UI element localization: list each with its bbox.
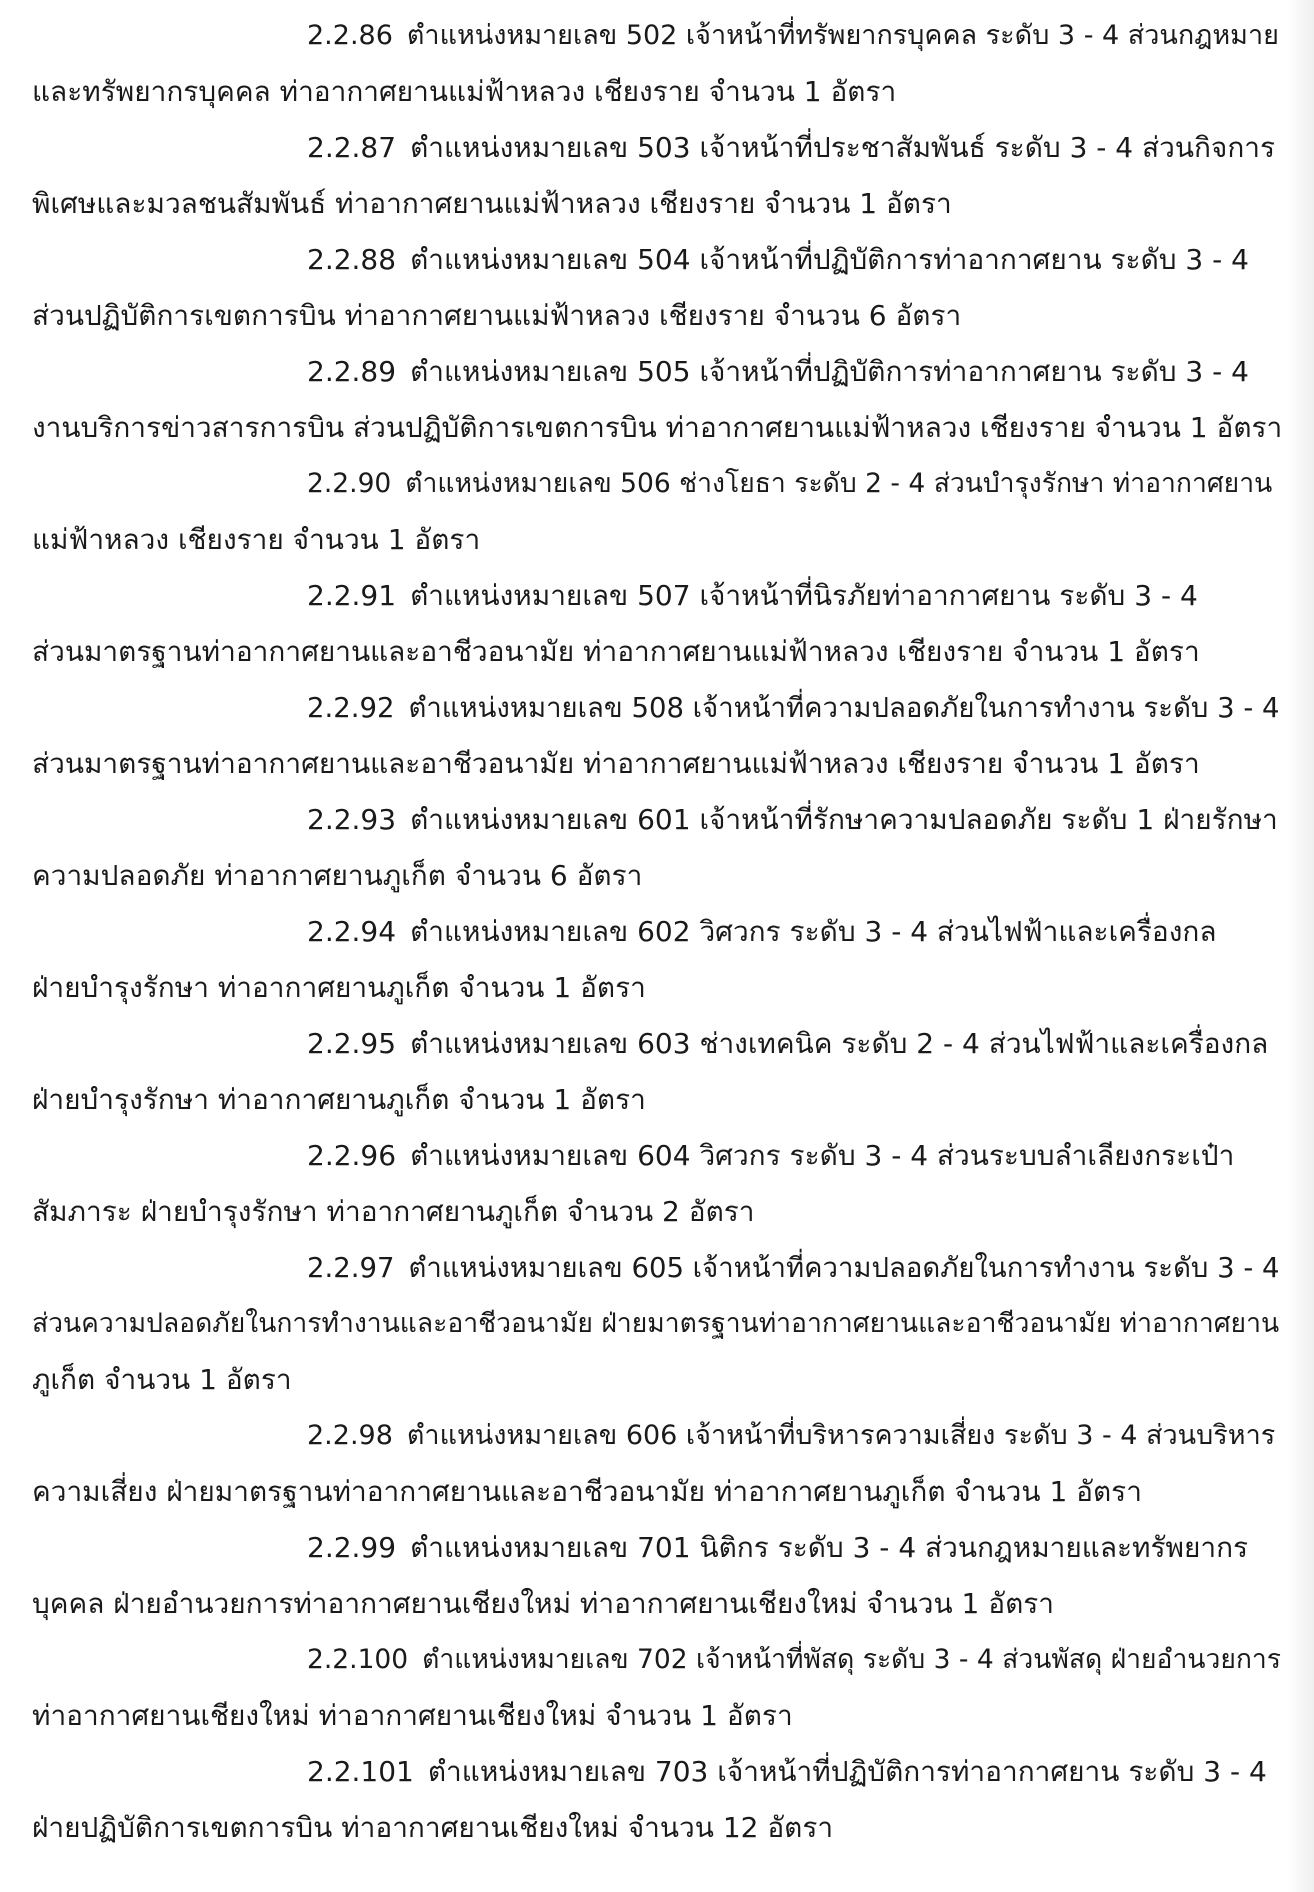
item-continuation-line: ส่วนความปลอดภัยในการทำงานและอาชีวอนามัย ฝ่ายมาตรฐานท่าอากาศยานและอาชีวอนามัย ท่าอากาศยาน: [32, 1308, 1280, 1339]
item-number: 2.2.87: [307, 131, 397, 164]
item-number: 2.2.95: [307, 1027, 397, 1060]
item-text: ตำแหน่งหมายเลข 701 นิติกร ระดับ 3 - 4 ส่วนกฎหมายและทรัพยากร: [410, 1531, 1249, 1564]
item-text: ตำแหน่งหมายเลข 601 เจ้าหน้าที่รักษาความปลอดภัย ระดับ 1 ฝ่ายรักษา: [410, 803, 1278, 836]
item-text: ตำแหน่งหมายเลข 503 เจ้าหน้าที่ประชาสัมพันธ์ ระดับ 3 - 4 ส่วนกิจการ: [410, 131, 1276, 164]
item-number: 2.2.100: [307, 1644, 409, 1675]
item-first-line: [32, 1408, 1282, 1464]
list-item-2-2-89: [32, 344, 1282, 456]
scan-edge-shadow: [1288, 0, 1314, 1892]
item-text: ตำแหน่งหมายเลข 603 ช่างเทคนิค ระดับ 2 - 4 ส่วนไฟฟ้าและเครื่องกล: [410, 1027, 1269, 1060]
list-item-2-2-96: [32, 1128, 1282, 1240]
item-text: ตำแหน่งหมายเลข 508 เจ้าหน้าที่ความปลอดภัยในการทำงาน ระดับ 3 - 4: [408, 692, 1280, 724]
item-text: ตำแหน่งหมายเลข 505 เจ้าหน้าที่ปฏิบัติการท่าอากาศยาน ระดับ 3 - 4: [410, 355, 1249, 388]
item-first-line: [32, 1016, 1282, 1072]
item-continuation-line: บุคคล ฝ่ายอำนวยการท่าอากาศยานเชียงใหม่ ท่าอากาศยานเชียงใหม่ จำนวน 1 อัตรา: [32, 1587, 1055, 1620]
item-number: 2.2.92: [307, 692, 395, 724]
list-item-2-2-101: [32, 1744, 1282, 1856]
item-text: ตำแหน่งหมายเลข 606 เจ้าหน้าที่บริหารความเสี่ยง ระดับ 3 - 4 ส่วนบริหาร: [406, 1420, 1276, 1451]
item-text: ตำแหน่งหมายเลข 605 เจ้าหน้าที่ความปลอดภัยในการทำงาน ระดับ 3 - 4: [408, 1252, 1280, 1284]
list-item-2-2-90: [32, 456, 1282, 568]
item-number: 2.2.97: [307, 1252, 395, 1284]
item-first-line: [32, 8, 1282, 64]
list-item-2-2-95: [32, 1016, 1282, 1128]
item-number: 2.2.86: [307, 20, 393, 51]
item-continuation-line: ท่าอากาศยานเชียงใหม่ ท่าอากาศยานเชียงใหม่ จำนวน 1 อัตรา: [32, 1699, 793, 1732]
item-number: 2.2.96: [307, 1139, 397, 1172]
item-continuation-line: ภูเก็ต จำนวน 1 อัตรา: [32, 1363, 292, 1396]
item-continuation-line: ความปลอดภัย ท่าอากาศยานภูเก็ต จำนวน 6 อัตรา: [32, 859, 643, 892]
list-item-2-2-98: [32, 1408, 1282, 1520]
list-item-2-2-92: [32, 680, 1282, 792]
list-item-2-2-94: [32, 904, 1282, 1016]
item-text: ตำแหน่งหมายเลข 507 เจ้าหน้าที่นิรภัยท่าอากาศยาน ระดับ 3 - 4: [410, 579, 1198, 612]
item-first-line: [32, 344, 1282, 400]
item-text: ตำแหน่งหมายเลข 506 ช่างโยธา ระดับ 2 - 4 ส่วนบำรุงรักษา ท่าอากาศยาน: [405, 468, 1273, 499]
item-first-line: [32, 456, 1282, 512]
item-continuation-line: ฝ่ายบำรุงรักษา ท่าอากาศยานภูเก็ต จำนวน 1 อัตรา: [32, 971, 646, 1004]
item-continuation-line: พิเศษและมวลชนสัมพันธ์ ท่าอากาศยานแม่ฟ้าหลวง เชียงราย จำนวน 1 อัตรา: [32, 187, 952, 220]
item-text: ตำแหน่งหมายเลข 604 วิศวกร ระดับ 3 - 4 ส่วนระบบลำเลียงกระเป๋า: [410, 1139, 1235, 1172]
item-text: ตำแหน่งหมายเลข 702 เจ้าหน้าที่พัสดุ ระดับ 3 - 4 ส่วนพัสดุ ฝ่ายอำนวยการ: [422, 1644, 1282, 1675]
item-continuation-line: และทรัพยากรบุคคล ท่าอากาศยานแม่ฟ้าหลวง เชียงราย จำนวน 1 อัตรา: [32, 75, 897, 108]
item-continuation-line: ฝ่ายปฏิบัติการเขตการบิน ท่าอากาศยานเชียงใหม่ จำนวน 12 อัตรา: [32, 1811, 834, 1844]
item-text: ตำแหน่งหมายเลข 602 วิศวกร ระดับ 3 - 4 ส่วนไฟฟ้าและเครื่องกล: [410, 915, 1217, 948]
item-number: 2.2.91: [307, 579, 397, 612]
list-item-2-2-93: [32, 792, 1282, 904]
list-item-2-2-100: [32, 1632, 1282, 1744]
item-number: 2.2.94: [307, 915, 397, 948]
item-continuation-line: ส่วนปฏิบัติการเขตการบิน ท่าอากาศยานแม่ฟ้าหลวง เชียงราย จำนวน 6 อัตรา: [32, 299, 962, 332]
item-first-line: [32, 568, 1282, 624]
item-number: 2.2.93: [307, 803, 397, 836]
item-continuation-line: ส่วนมาตรฐานท่าอากาศยานและอาชีวอนามัย ท่าอากาศยานแม่ฟ้าหลวง เชียงราย จำนวน 1 อัตรา: [32, 635, 1200, 668]
item-first-line: [32, 1632, 1282, 1688]
item-text: ตำแหน่งหมายเลข 703 เจ้าหน้าที่ปฏิบัติการท่าอากาศยาน ระดับ 3 - 4: [427, 1755, 1267, 1788]
item-first-line: [32, 1240, 1282, 1296]
item-first-line: [32, 792, 1282, 848]
item-number: 2.2.89: [307, 355, 397, 388]
item-number: 2.2.99: [307, 1531, 397, 1564]
item-first-line: [32, 120, 1282, 176]
item-first-line: [32, 232, 1282, 288]
item-first-line: [32, 1520, 1282, 1576]
list-item-2-2-91: [32, 568, 1282, 680]
list-item-2-2-86: [32, 8, 1282, 120]
list-item-2-2-87: [32, 120, 1282, 232]
item-first-line: [32, 1128, 1282, 1184]
item-number: 2.2.101: [307, 1755, 414, 1788]
item-first-line: [32, 1744, 1282, 1800]
item-first-line: [32, 680, 1282, 736]
item-first-line: [32, 904, 1282, 960]
item-continuation-line: สัมภาระ ฝ่ายบำรุงรักษา ท่าอากาศยานภูเก็ต จำนวน 2 อัตรา: [32, 1195, 755, 1228]
item-continuation-line: ความเสี่ยง ฝ่ายมาตรฐานท่าอากาศยานและอาชีวอนามัย ท่าอากาศยานภูเก็ต จำนวน 1 อัตรา: [32, 1475, 1142, 1508]
item-continuation-line: งานบริการข่าวสารการบิน ส่วนปฏิบัติการเขตการบิน ท่าอากาศยานแม่ฟ้าหลวง เชียงราย จำนวน 1 อัตรา: [32, 411, 1283, 444]
list-item-2-2-99: [32, 1520, 1282, 1632]
item-text: ตำแหน่งหมายเลข 502 เจ้าหน้าที่ทรัพยากรบุคคล ระดับ 3 - 4 ส่วนกฎหมาย: [406, 20, 1279, 51]
item-number: 2.2.98: [307, 1420, 393, 1451]
item-continuation-line: แม่ฟ้าหลวง เชียงราย จำนวน 1 อัตรา: [32, 523, 481, 556]
item-text: ตำแหน่งหมายเลข 504 เจ้าหน้าที่ปฏิบัติการท่าอากาศยาน ระดับ 3 - 4: [410, 243, 1249, 276]
list-item-2-2-88: [32, 232, 1282, 344]
item-continuation-line: ฝ่ายบำรุงรักษา ท่าอากาศยานภูเก็ต จำนวน 1 อัตรา: [32, 1083, 646, 1116]
list-item-2-2-97: [32, 1240, 1282, 1408]
item-number: 2.2.90: [307, 468, 392, 499]
item-continuation-line: ส่วนมาตรฐานท่าอากาศยานและอาชีวอนามัย ท่าอากาศยานแม่ฟ้าหลวง เชียงราย จำนวน 1 อัตรา: [32, 747, 1200, 780]
item-number: 2.2.88: [307, 243, 397, 276]
